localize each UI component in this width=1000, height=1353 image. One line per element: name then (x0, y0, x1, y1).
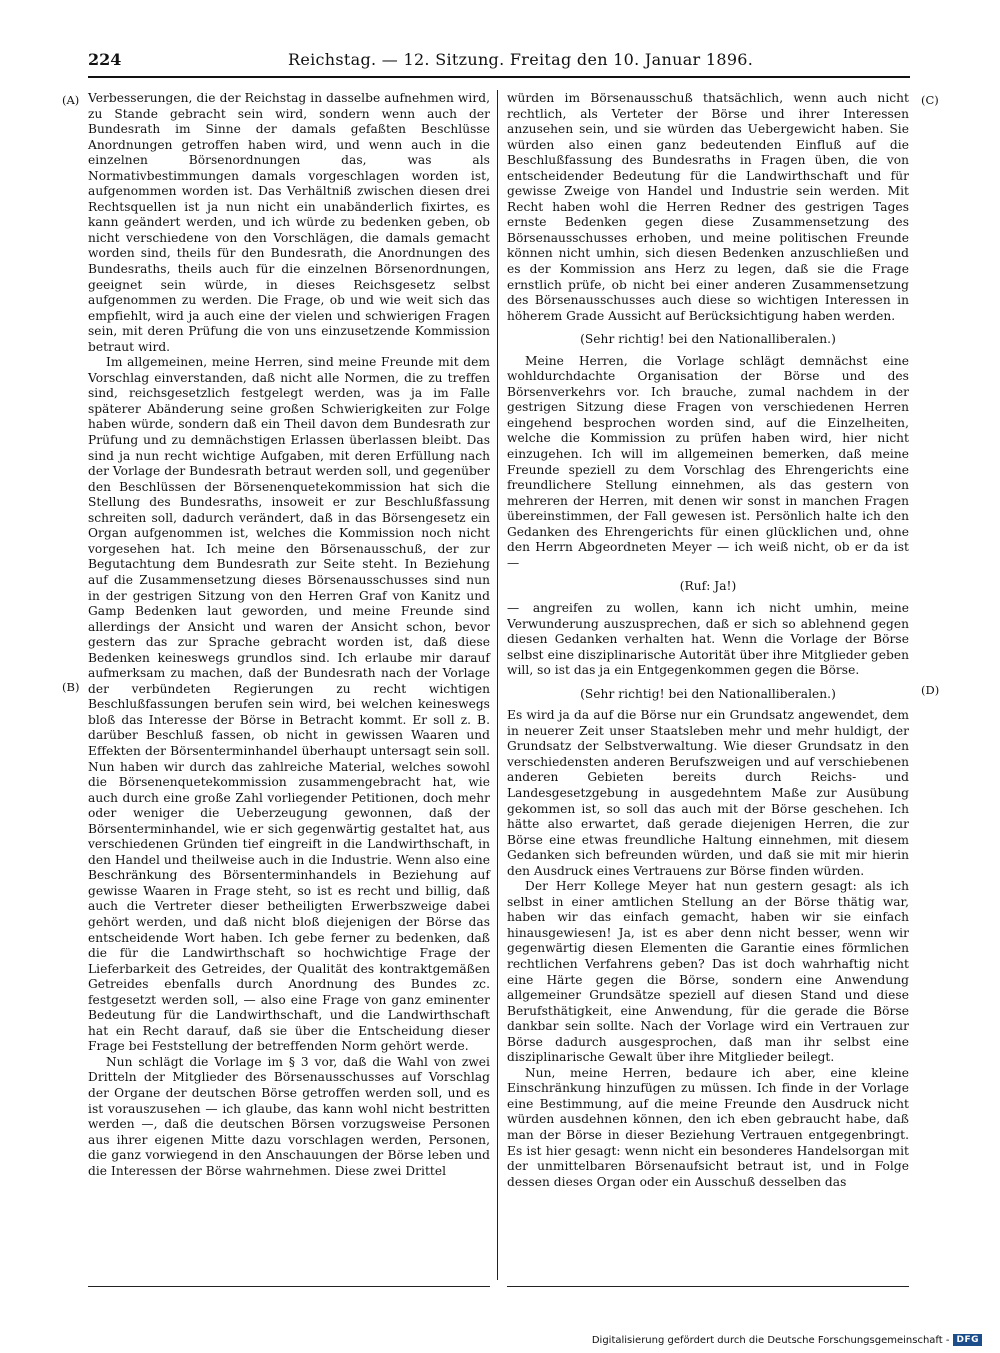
remark: (Sehr richtig! bei den Nationalliberalen.) (580, 332, 836, 347)
running-head: Reichstag. — 12. Sitzung. Freitag den 10. Januar 1896. (288, 50, 754, 69)
margin-mark-a: (A) (62, 93, 80, 107)
paragraph: Verbesserungen, die der Reichstag in dasselbe aufnehmen wird, zu Stande gebracht sein wird, sondern wenn auch der Bundesrath im Sinne der damals gefaßten Beschlüsse Anordnungen getroffen haben wird, und wenn auch in die einzelnen Börsenordnungen das, was als Normativbestimmungen damals vorgeschlagen worden ist, aufgenommen worden ist. Das Verhältniß zwischen diesen drei Rechtsquellen ist ja nun nicht ein unabänderlich fixirtes, es kann geändert werden, und ich würde zu bedenken geben, ob nicht verschiedene von den Vorschlägen, die damals gemacht worden sind, theils für den Bundesrath, die Anordnungen des Bundesraths, theils auch für die einzelnen Börsenordnungen, geeignet sein würde, in dieses Reichsgesetz selbst aufgenommen zu werden. Die Frage, ob und wie weit sich das empfiehlt, wird ja auch eine der vielen und schwierigen Fragen sein, mit deren Prüfung die von uns einzusetzende Kommission betraut wird. (88, 91, 490, 354)
remark: (Ruf: Ja!) (679, 579, 737, 594)
paragraph: Es wird ja da auf die Börse nur ein Grundsatz angewendet, dem in neuerer Zeit unser Staatsleben mehr und mehr huldigt, der Grundsatz der Selbstverwaltung. Wie dieser Grundsatz in den verschiedensten anderen Berufszweigen und auf verschiebenen anderen Gebieten bereits durch Reichs- und Landesgesetzgebung in ausgedehntem Maße zur Ausübung gekommen ist, so soll das auch mit der Börse geschehen. Ich hätte also erwartet, daß gerade diejenigen Herren, die zur Börse eine etwas freundliche Haltung einnehmen, mit diesem Gedanken sich befreunden würden, und daß sie mit mir hierin den Ausdruck eines Vertrauens zur Börse finden würden. (507, 708, 909, 878)
paragraph: — angreifen zu wollen, kann ich nicht umhin, meine Verwunderung auszusprechen, daß er sich so ablehnend gegen diesen Gedanken verhalten hat. Wenn die Vorlage der Börse selbst eine disziplinarische Autorität über ihre Mitglieder geben will, so ist das ja ein Entgegenkommen gegen die Börse. (507, 600, 909, 678)
paragraph: Nun schlägt die Vorlage im § 3 vor, daß die Wahl von zwei Dritteln der Mitglieder des Börsenausschusses auf Vorschlag der Organe der deutschen Börse getroffen werden soll, und es ist vorauszusehen — ich glaube, das kann wohl nicht bestritten werden —, daß die deutschen Börsen vorzugsweise Personen aus ihrer eigenen Mitte dazu vorschlagen werden, Personen, die ganz vorwiegend in den Anschauungen der Börse leben und die Interessen der Börse wahrnehmen. Diese zwei Drittel (88, 1054, 490, 1178)
column-divider (497, 90, 498, 1280)
dfg-logo: DFG (953, 1334, 982, 1346)
page-header (88, 50, 910, 72)
right-column (507, 91, 909, 1190)
paragraph: Der Herr Kollege Meyer hat nun gestern gesagt: als ich selbst in einer amtlichen Stellung an der Börse thätig war, haben wir das einfach gemacht, haben wir sie einfach hinausgewiesen! Ja, ist es aber denn nicht besser, wenn wir gegenwärtig diesen Elementen die Garantie eines förmlichen rechtlichen Verfahrens geben? Das ist doch wahrhaftig nicht eine Härte gegen die Börse, sondern eine Anwendung allgemeiner Grundsätze speziell auf diesen Stand und diese Berufsthätigkeit, eine Anwendung, für die gerade die Börse dankbar sein sollte. Nach der Vorlage wird ein Vertrauen zur Börse dadurch ausgesprochen, daß man ihr selbst eine disziplinarische Gewalt über ihre Mitglieder beilegt. (507, 879, 909, 1065)
paragraph: würden im Börsenausschuß thatsächlich, wenn auch nicht rechtlich, als Verteter der Börse und ihrer Interessen anzusehen sein, und sie würden das Uebergewicht haben. Sie würden also einen ganz bedeutenden Einfluß auf die Beschlußfassung des Bundesraths in Fragen üben, die von entscheidender Bedeutung für die Landwirthschaft und für gewisse Zweige von Handel und Industrie sein werden. Mit Recht haben wohl die Herren Redner des gestrigen Tages ernste Bedenken gegen diese Zusammensetzung des Börsenausschusses erhoben, und meine politischen Freunde können nicht umhin, sich diesen Bedenken anzuschließen und es der Kommission ans Herz zu legen, daß sie die Frage ernstlich prüfe, ob nicht bei einer anderen Zusammensetzung des Börsenausschusses auch diese so wichtigen Interessen in höherem Grade Aussicht auf Berücksichtigung haben werden. (507, 91, 909, 323)
margin-mark-d: (D) (921, 683, 940, 697)
header-rule (88, 76, 910, 78)
bottom-rule-left (88, 1286, 490, 1287)
paragraph: Nun, meine Herren, bedaure ich aber, eine kleine Einschränkung hinzufügen zu müssen. Ich finde in der Vorlage eine Bestimmung, auf die meine Freunde den Ausdruck nicht würden ausdehnen können, den ich eben gebraucht habe, daß man der Börse in dieser Beziehung Vertrauen entgegenbringt. Es ist hier gesagt: wenn nicht ein besonderes Handelsorgan mit der unmittelbaren Börsenaufsicht betraut ist, und in Folge dessen dieses Organ oder ein Ausschuß desselben das (507, 1065, 909, 1189)
paragraph: Im allgemeinen, meine Herren, sind meine Freunde mit dem Vorschlag einverstanden, daß nicht alle Normen, die zu treffen sind, reichsgesetzlich festgelegt werden, was ja im Falle späterer Abänderung seine großen Schwierigkeiten zur Folge haben würde, sondern daß ein Theil davon dem Bundesrath zur Prüfung und zu demnächstigen Erlassen überlassen bleibt. Das sind ja nun recht wichtige Aufgaben, mit deren Erfüllung nach der Vorlage der Bundesrath betraut werden soll, und gegenüber den Beschlüssen der Börsenenquetekommission hat sich die Stellung des Bundesraths, insoweit er zur Beschlußfassung schreiten soll, dadurch verändert, daß in das Börsengesetz ein Organ aufgenommen ist, welches die Kommission noch nicht vorgesehen hat. Ich meine den Börsenausschuß, der zur Begutachtung dem Bundesrath zur Seite steht. In Beziehung auf die Zusammensetzung dieses Börsenausschusses sind nun in der gestrigen Sitzung von den Herren Graf von Kanitz und Gamp Bedenken laut geworden, und meine Freunde sind allerdings der Ansicht und waren der Ansicht schon, bevor gestern das zur Sprache gebracht worden ist, daß diese Bedenken keineswegs grundlos sind. Ich erlaube mir darauf aufmerksam zu machen, daß der Bundesrath nach der Vorlage der verbündeten Regierungen zu recht wichtigen Beschlußfassungen berufen sein wird, bei welchen keineswegs bloß das Interesse der Börse in Betracht kommt. Er soll z. B. darüber Beschluß fassen, ob nicht in gewissen Waaren und Effekten der Börsenterminhandel überhaupt untersagt sein soll. Nun haben wir durch das zahlreiche Material, welches sowohl die Börsenenquetekommission zusammengebracht hat, wie auch durch eine große Zahl vorliegender Petitionen, doch mehr oder weniger die Ueberzeugung gewonnen, daß der Börsenterminhandel, wie er sich gegenwärtig gestaltet hat, aus verschiedenen Gründen tief eingreift in die Landwirthschaft, in den Handel und theilweise auch in die Industrie. Wenn also eine Beschränkung des Börsenterminhandels in Beziehung auf gewisse Waaren in Frage steht, so ist es recht und billig, daß auch die Vertreter dieser betheiligten Erwerbszweige dabei gehört werden, und daß nicht bloß diejenigen der Börse das entscheidende Wort haben. Ich gebe ferner zu bedenken, daß die für die Landwirthschaft so hochwichtige Frage der Lieferbarkeit des Getreides, der Qualität des kontraktgemäßen Getreides ebenfalls durch Anordnung des Bundes zc. festgesetzt werden soll, — also eine Frage von ganz eminenter Bedeutung für die Landwirthschaft, und die Landwirthschaft hat ein Recht darauf, daß sie über die Entscheidung dieser Frage bei Feststellung der betreffenden Norm gehört werde. (88, 355, 490, 1054)
margin-mark-c: (C) (921, 93, 939, 107)
paragraph: Meine Herren, die Vorlage schlägt demnächst eine wohldurchdachte Organisation der Börse und des Börsenverkehrs vor. Ich brauche, zumal nachdem in der gestrigen Sitzung diese Fragen von verschiedenen Herren eingehend besprochen worden sind, auf die Einzelheiten, welche die Kommission zu prüfen haben wird, hier nicht einzugehen. Ich will im allgemeinen bemerken, daß meine Freunde speziell zu dem Vorschlag des Ehrengerichts eine freundlichere Stellung einnehmen, als das gestern von mehreren der Herren, mit denen wir sonst in manchen Fragen übereinstimmen, der Fall gewesen ist. Persönlich halte ich den Gedanken des Ehrengerichts für einen glücklichen und, ohne den Herrn Abgeordneten Meyer — ich weiß nicht, ob er da ist — (507, 353, 909, 570)
left-column (88, 91, 490, 1179)
page-number: 224 (88, 50, 122, 69)
margin-mark-b: (B) (62, 680, 80, 694)
footer-text: Digitalisierung gefördert durch die Deutsche Forschungsgemeinschaft - (591, 1334, 950, 1346)
remark: (Sehr richtig! bei den Nationalliberalen.) (580, 686, 836, 701)
bottom-rule-right (507, 1286, 909, 1287)
footer-credit (592, 1334, 982, 1346)
